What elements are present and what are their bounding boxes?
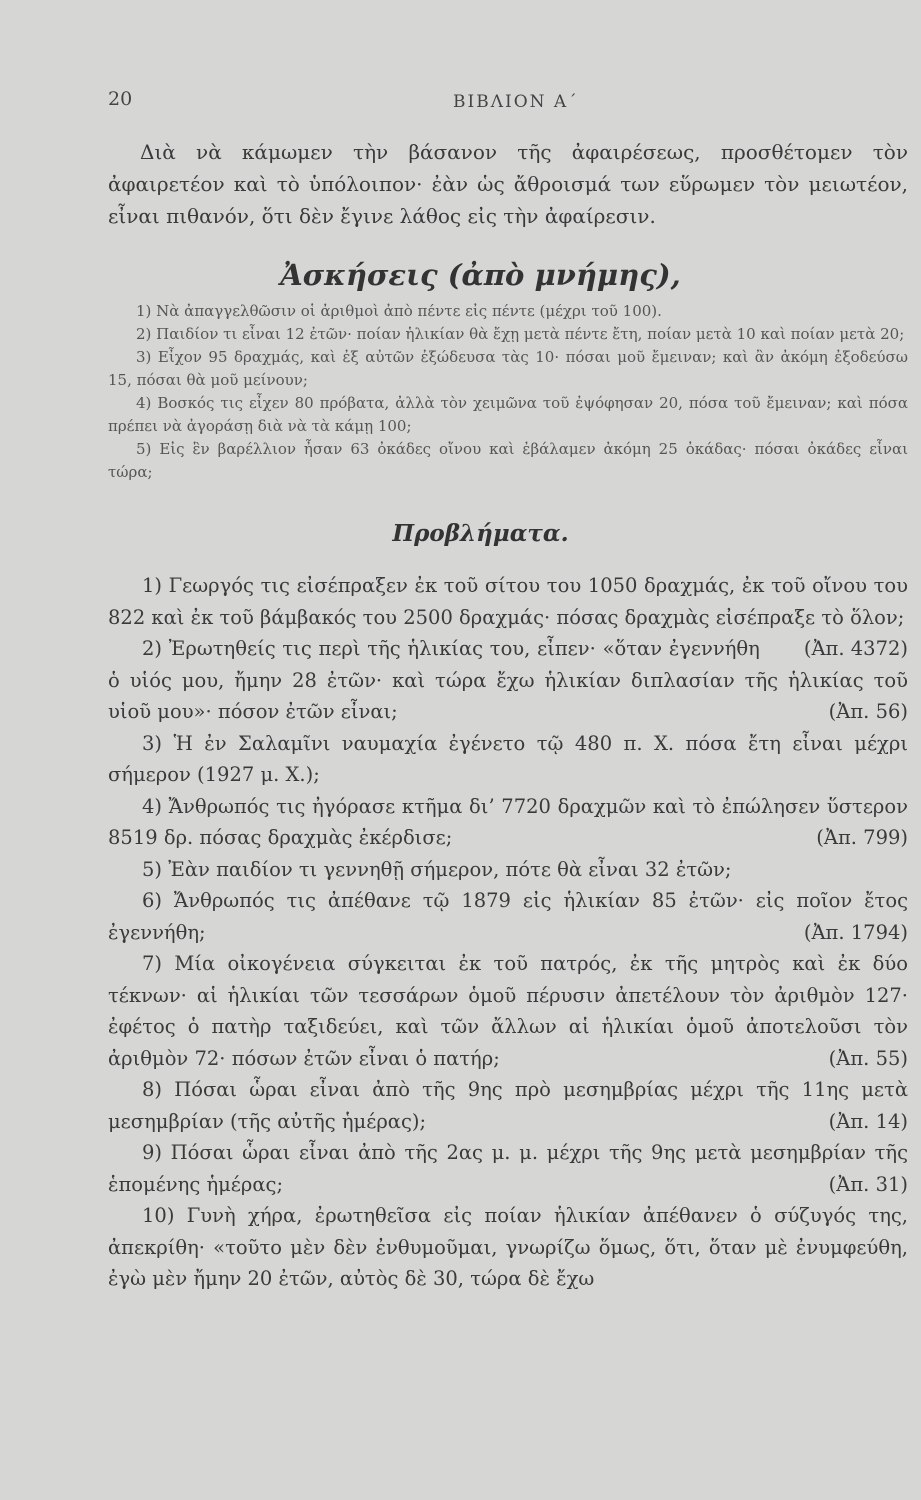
exercise-item: 4) Βοσκός τις εἶχεν 80 πρόβατα, ἀλλὰ τὸν χειμῶνα τοῦ ἐψόφησαν 20, πόσα τοῦ ἔμειναν; καὶ πόσα πρέπει νὰ ἀγοράσῃ διὰ νὰ τὰ κάμῃ 100;	[108, 394, 908, 435]
problem-answer: (Ἀπ. 31)	[828, 1172, 908, 1196]
problem-text: 4) Ἄνθρωπός τις ἠγόρασε κτῆμα δι’ 7720 δραχμῶν καὶ τὸ ἐπώλησεν ὕστερον 8519 δρ. πόσας δραχμὰς ἐκέρδισε;	[108, 794, 908, 849]
problem-answer: (Ἀπ. 14)	[828, 1109, 908, 1133]
problems-list	[108, 570, 908, 1295]
problem-answer: (Ἀπ. 799)	[816, 826, 908, 849]
exercise-item: 1) Νὰ ἀπαγγελθῶσιν οἱ ἀριθμοὶ ἀπὸ πέντε εἰς πέντε (μέχρι τοῦ 100).	[136, 302, 662, 320]
problem-answer: (Ἀπ. 55)	[828, 1046, 908, 1070]
exercises-heading: Ἀσκήσεις (ἀπὸ μνήμης),	[280, 258, 681, 292]
problem-item	[108, 885, 908, 948]
problem-text: 6) Ἄνθρωπός τις ἀπέθανε τῷ 1879 εἰς ἡλικίαν 85 ἐτῶν· εἰς ποῖον ἔτος ἐγεννήθη;	[108, 889, 908, 944]
problem-item	[108, 1200, 908, 1295]
problem-answer: (Ἀπ. 4372)	[803, 637, 908, 660]
problem-answer: (Ἀπ. 56)	[828, 700, 908, 723]
problem-text: 7) Μία οἰκογένεια σύγκειται ἐκ τοῦ πατρός, ἐκ τῆς μητρὸς καὶ ἐκ δύο τέκνων· αἱ ἡλικίαι τῶν τεσσάρων ὁμοῦ πέρυσιν ἀπετέλουν τὸν ἀριθμὸν 127· ἐφέτος ὁ πατὴρ ταξιδεύει, καὶ τῶν ἄλλων αἱ ἡλικίαι ὁμοῦ ἀποτελοῦσι τὸν ἀριθμὸν 72· πόσων ἐτῶν εἶναι ὁ πατήρ;	[108, 952, 908, 1070]
problems-heading: Προβλήματα.	[392, 520, 569, 547]
exercise-item: 3) Εἶχον 95 δραχμάς, καὶ ἐξ αὐτῶν ἐξώδευσα τὰς 10· πόσαι μοῦ ἔμειναν; καὶ ἂν ἀκόμη ἐξοδεύσω 15, πόσαι θὰ μοῦ μείνουν;	[108, 348, 908, 389]
problem-answer: (Ἀπ. 1794)	[803, 920, 908, 944]
page-number: 20	[108, 88, 133, 110]
exercise-item: 2) Παιδίον τι εἶναι 12 ἐτῶν· ποίαν ἡλικίαν θὰ ἔχῃ μετὰ πέντε ἔτη, ποίαν μετὰ 10 καὶ ποίαν μετὰ 20;	[136, 325, 905, 343]
problem-item	[108, 791, 908, 854]
problem-item	[108, 1074, 908, 1137]
problem-item	[108, 728, 908, 791]
exercise-item: 5) Εἰς ἓν βαρέλλιον ἦσαν 63 ὀκάδες οἴνου καὶ ἐβάλαμεν ἀκόμη 25 ὀκάδας· πόσαι ὀκάδες εἶναι τώρα;	[108, 440, 908, 481]
problem-text: 10) Γυνὴ χήρα, ἐρωτηθεῖσα εἰς ποίαν ἡλικίαν ἀπέθανεν ὁ σύζυγός της, ἀπεκρίθη· «τοῦτο μὲν δὲν ἐνθυμοῦμαι, γνωρίζω ὅμως, ὅτι, ὅταν μὲ ἐνυμφεύθη, ἐγὼ μὲν ἤμην 20 ἐτῶν, αὐτὸς δὲ 30, τώρα δὲ ἔχω	[108, 1204, 908, 1290]
problem-item	[108, 570, 908, 660]
problem-text: 9) Πόσαι ὧραι εἶναι ἀπὸ τῆς 2ας μ. μ. μέχρι τῆς 9ης μετὰ μεσημβρίαν τῆς ἑπομένης ἡμέρας;	[108, 1141, 908, 1196]
page-header	[108, 88, 828, 118]
problem-text: 3) Ἡ ἐν Σαλαμῖνι ναυμαχία ἐγένετο τῷ 480 π. Χ. πόσα ἔτη εἶναι μέχρι σήμερον (1927 μ. Χ.);	[108, 731, 908, 786]
problem-text: 5) Ἐὰν παιδίον τι γεννηθῇ σήμερον, πότε θὰ εἶναι 32 ἐτῶν;	[142, 857, 732, 881]
problem-item	[108, 948, 908, 1074]
problem-item	[108, 1137, 908, 1200]
exercises-list	[108, 300, 908, 484]
problem-item	[108, 854, 908, 886]
intro-paragraph-block	[108, 136, 908, 232]
intro-paragraph: Διὰ νὰ κάμωμεν τὴν βάσανον τῆς ἀφαιρέσεως, προσθέτομεν τὸν ἀφαιρετέον καὶ τὸ ὑπόλοιπον· ἐὰν ὡς ἄθροισμά των εὕρωμεν τὸν μειωτέον, εἶναι πιθανόν, ὅτι δὲν ἔγινε λάθος εἰς τὴν ἀφαίρεσιν.	[108, 140, 908, 228]
problem-text: 2) Ἐρωτηθείς τις περὶ τῆς ἡλικίας του, εἶπεν· «ὅταν ἐγεννήθη ὁ υἱός μου, ἤμην 28 ἐτῶν· καὶ τώρα ἔχω ἡλικίαν διπλασίαν τῆς ἡλικίας τοῦ υἱοῦ μου»· πόσον ἐτῶν εἶναι;	[108, 637, 908, 723]
running-head: ΒΙΒΛΙΟΝ Α΄	[453, 92, 579, 112]
problem-text: 8) Πόσαι ὧραι εἶναι ἀπὸ τῆς 9ης πρὸ μεσημβρίας μέχρι τῆς 11ης μετὰ μεσημβρίαν (τῆς αὐτῆς ἡμέρας);	[108, 1078, 908, 1133]
problem-text: 1) Γεωργός τις εἰσέπραξεν ἐκ τοῦ σίτου του 1050 δραχμάς, ἐκ τοῦ οἴνου του 822 καὶ ἐκ τοῦ βάμβακός του 2500 δραχμάς· πόσας δραχμὰς εἰσέπραξε τὸ ὅλον;	[108, 574, 908, 629]
